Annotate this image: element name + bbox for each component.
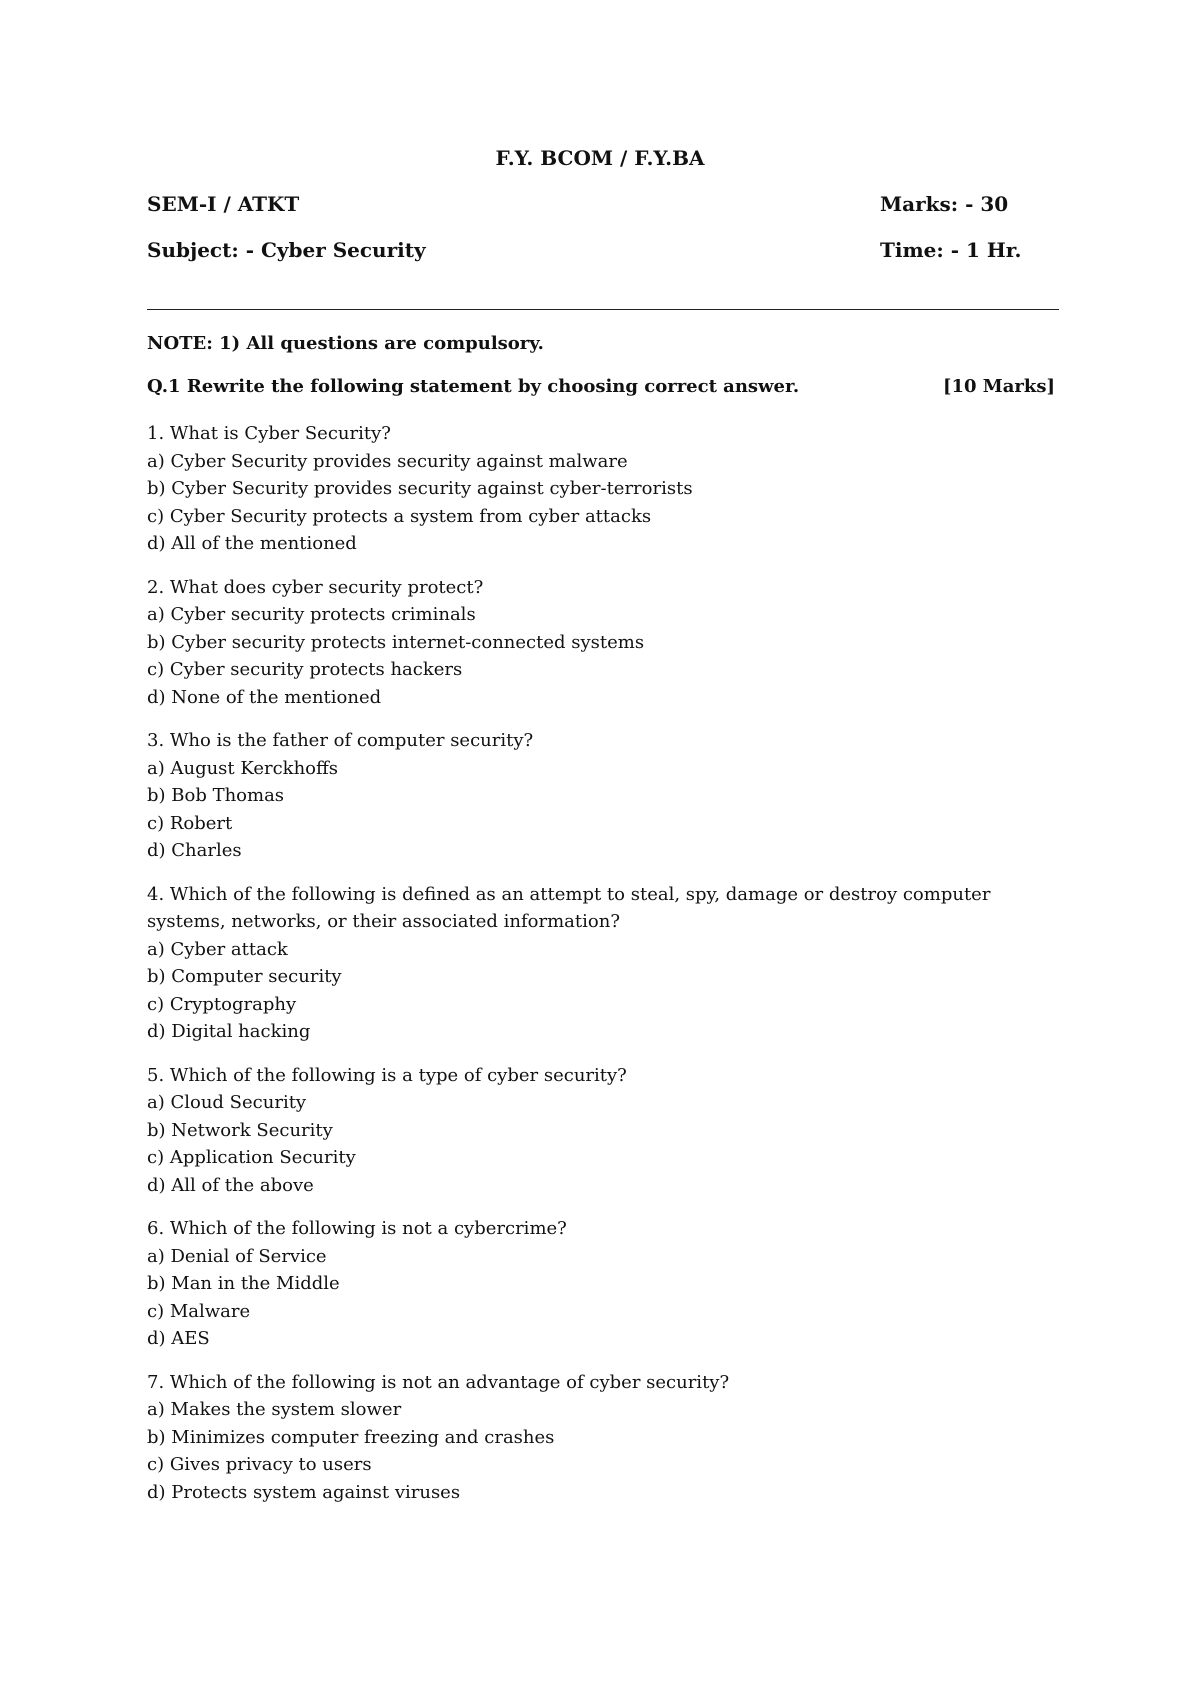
question-text: 7. Which of the following is not an advantage of cyber security? <box>147 1371 730 1393</box>
question-text: 2. What does cyber security protect? <box>147 576 484 598</box>
option-d: d) Charles <box>147 840 242 861</box>
question-1 <box>147 420 1057 558</box>
option-b: b) Cyber security protects internet-connected systems <box>147 631 645 653</box>
subject-label: Subject: - Cyber Security <box>147 238 426 262</box>
question-text: 5. Which of the following is a type of cyber security? <box>147 1064 627 1086</box>
option-a: a) Makes the system slower <box>147 1399 402 1420</box>
option-c: c) Gives privacy to users <box>147 1454 372 1475</box>
section-heading <box>147 376 1055 397</box>
option-c: c) Robert <box>147 812 233 834</box>
option-c: c) Cyber Security protects a system from cyber attacks <box>147 505 652 527</box>
option-a: a) Denial of Service <box>147 1245 327 1267</box>
question-3 <box>147 727 1057 865</box>
note-text: NOTE: 1) All questions are compulsory. <box>147 333 544 354</box>
option-b: b) Man in the Middle <box>147 1273 340 1294</box>
option-d: d) Digital hacking <box>147 1021 311 1042</box>
section-heading-text: Q.1 Rewrite the following statement by choosing correct answer. <box>147 376 800 397</box>
question-text: 3. Who is the father of computer security? <box>147 730 534 751</box>
option-a: a) Cyber Security provides security against malware <box>147 450 628 472</box>
question-7 <box>147 1369 1057 1507</box>
option-a: a) Cloud Security <box>147 1092 307 1113</box>
option-b: b) Cyber Security provides security against cyber-terrorists <box>147 478 693 499</box>
question-2 <box>147 574 1057 712</box>
question-5 <box>147 1062 1057 1200</box>
question-text: 6. Which of the following is not a cybercrime? <box>147 1218 567 1239</box>
header-divider <box>147 309 1059 310</box>
option-d: d) All of the above <box>147 1174 314 1196</box>
option-a: a) Cyber security protects criminals <box>147 604 476 625</box>
page-title: F.Y. BCOM / F.Y.BA <box>495 146 705 170</box>
option-a: a) August Kerckhoffs <box>147 757 339 779</box>
option-c: c) Cyber security protects hackers <box>147 659 463 680</box>
question-4 <box>147 881 1057 1046</box>
option-b: b) Network Security <box>147 1119 333 1141</box>
question-list <box>147 420 1057 1522</box>
option-d: d) None of the mentioned <box>147 686 382 708</box>
header-row-subject <box>147 238 1057 262</box>
option-c: c) Application Security <box>147 1147 356 1168</box>
option-c: c) Cryptography <box>147 993 297 1015</box>
option-c: c) Malware <box>147 1300 251 1322</box>
section-marks: [10 Marks] <box>942 376 1055 397</box>
option-d: d) Protects system against viruses <box>147 1481 461 1503</box>
option-d: d) AES <box>147 1328 210 1349</box>
option-b: b) Computer security <box>147 966 342 987</box>
question-text: 4. Which of the following is defined as an attempt to steal, spy, damage or destroy computer systems, networks, or their associated information? <box>147 883 991 932</box>
option-a: a) Cyber attack <box>147 938 288 960</box>
question-text: 1. What is Cyber Security? <box>147 423 391 444</box>
option-b: b) Minimizes computer freezing and crashes <box>147 1426 555 1448</box>
header-row-semester <box>147 192 1057 216</box>
semester-label: SEM-I / ATKT <box>147 192 300 216</box>
question-6 <box>147 1215 1057 1353</box>
option-d: d) All of the mentioned <box>147 533 357 554</box>
time-label: Time: - 1 Hr. <box>880 238 1022 262</box>
marks-label: Marks: - 30 <box>880 192 1009 216</box>
option-b: b) Bob Thomas <box>147 785 285 806</box>
